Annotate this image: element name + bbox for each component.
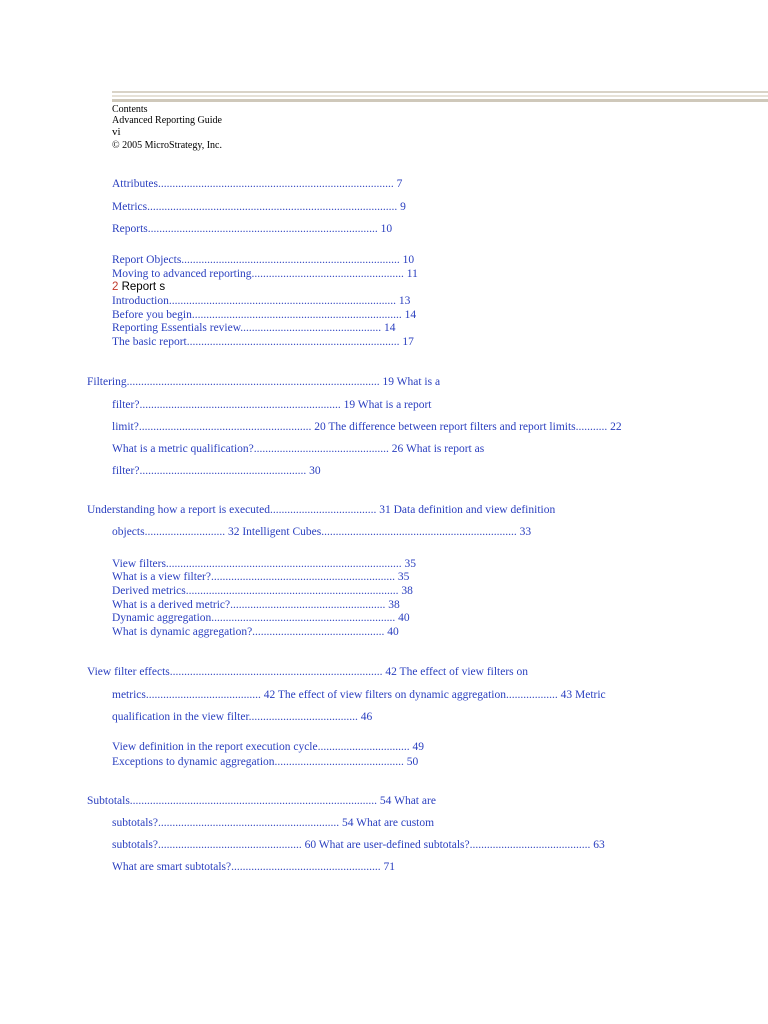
toc-entry[interactable]: filter?.......................................................... 30: [112, 465, 321, 477]
toc-entry[interactable]: Derived metrics.......................................................................... 38: [112, 585, 413, 597]
header-rule: [112, 91, 768, 93]
toc-entry[interactable]: filter?...................................................................... 19 What is a report: [112, 399, 432, 411]
toc-entry[interactable]: Subtotals...................................................................................... 54 What are: [87, 795, 436, 807]
toc-entry[interactable]: What is a derived metric?...................................................... 38: [112, 599, 400, 611]
chapter-label: [112, 281, 165, 294]
toc-entry[interactable]: What is a metric qualification?............................................... 26 What is report as: [112, 443, 485, 455]
toc-entry[interactable]: View filters.................................................................................. 35: [112, 558, 417, 570]
toc-entry[interactable]: Report Objects............................................................................ 10: [112, 254, 415, 266]
toc-entry[interactable]: Attributes.................................................................................. 7: [112, 178, 403, 190]
toc-entry[interactable]: Exceptions to dynamic aggregation............................................. 50: [112, 756, 419, 768]
toc-entry[interactable]: View definition in the report execution cycle................................ 49: [112, 741, 424, 753]
toc-entry[interactable]: Reports................................................................................ 10: [112, 223, 393, 235]
running-header-book: Advanced Reporting Guide: [112, 115, 222, 126]
header-rule: [112, 99, 768, 102]
toc-entry[interactable]: View filter effects.......................................................................... 42 The effect of view filters on: [87, 666, 529, 678]
page-number: vi: [112, 126, 121, 138]
chapter-title: Report s: [121, 281, 166, 293]
running-header-section: Contents: [112, 104, 148, 115]
toc-entry[interactable]: qualification in the view filter...................................... 46: [112, 711, 373, 723]
copyright: © 2005 MicroStrategy, Inc.: [112, 140, 222, 151]
toc-entry[interactable]: metrics........................................ 42 The effect of view filters on dynamic aggregation.................. 43 Metric: [112, 689, 606, 701]
toc-entry[interactable]: limit?............................................................ 20 The difference between report filters and report limits........... 22: [112, 421, 622, 433]
toc-entry[interactable]: Dynamic aggregation................................................................ 40: [112, 612, 410, 624]
toc-entry[interactable]: What is a view filter?................................................................ 35: [112, 571, 410, 583]
toc-entry[interactable]: What is dynamic aggregation?.............................................. 40: [112, 626, 399, 638]
toc-entry[interactable]: Introduction............................................................................... 13: [112, 295, 411, 307]
toc-entry[interactable]: Metrics....................................................................................... 9: [112, 201, 406, 213]
toc-entry[interactable]: Understanding how a report is executed..................................... 31 Data definition and view definition: [87, 504, 556, 516]
chapter-number: 2: [112, 281, 119, 293]
toc-entry[interactable]: Before you begin......................................................................... 14: [112, 309, 417, 321]
toc-entry[interactable]: The basic report.......................................................................... 17: [112, 336, 414, 348]
toc-entry[interactable]: Moving to advanced reporting..................................................... 11: [112, 268, 418, 280]
toc-entry[interactable]: Reporting Essentials review................................................. 14: [112, 322, 396, 334]
toc-entry[interactable]: Filtering........................................................................................ 19 What is a: [87, 376, 441, 388]
toc-entry[interactable]: What are smart subtotals?.................................................... 71: [112, 861, 395, 873]
toc-entry[interactable]: subtotals?.................................................. 60 What are user-defined subtotals?.......................................... 63: [112, 839, 605, 851]
toc-entry[interactable]: objects............................ 32 Intelligent Cubes.................................................................... 33: [112, 526, 532, 538]
header-rule: [112, 95, 768, 97]
toc-entry[interactable]: subtotals?............................................................... 54 What are custom: [112, 817, 435, 829]
